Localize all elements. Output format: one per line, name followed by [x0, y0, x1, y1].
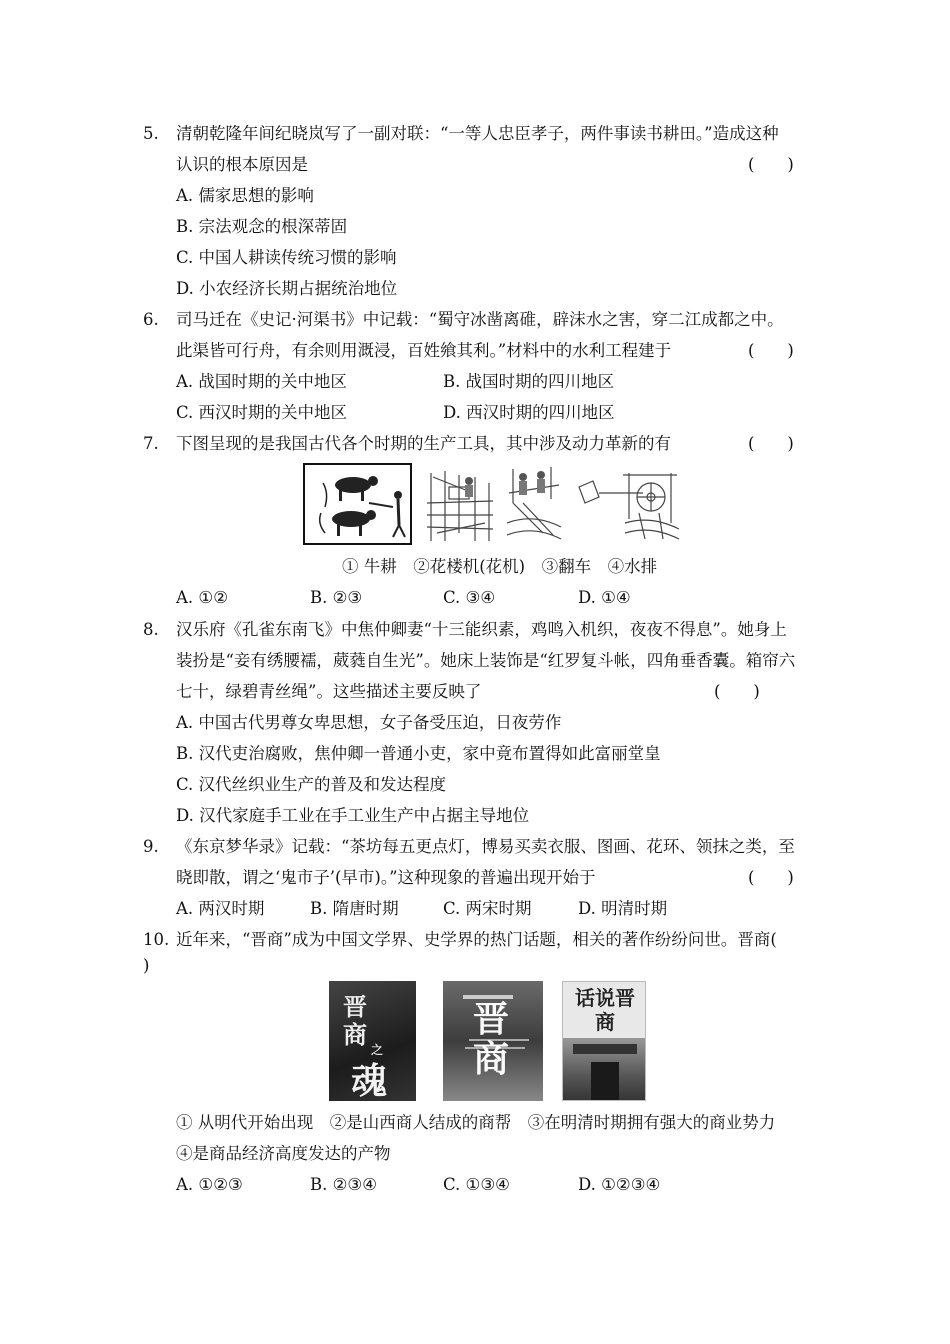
- q10-option-b: B. ②③④: [310, 1175, 377, 1194]
- q6-option-d: D. 西汉时期的四川地区: [443, 403, 615, 422]
- draw-loom-image: [425, 463, 495, 545]
- q10-option-a: A. ①②③: [176, 1175, 243, 1194]
- book1-title-char4: 魂: [351, 1060, 388, 1101]
- q5-number: 5.: [143, 124, 159, 143]
- q7-number: 7.: [143, 434, 159, 453]
- q9-stem-line2: 晓即散，谓之‘鬼市子’(早市)。”这种现象的普遍出现开始于: [176, 868, 596, 887]
- q6-answer-paren: ( ): [748, 341, 794, 360]
- q9-option-a: A. 两汉时期: [176, 899, 265, 918]
- q7-figure-caption: ① 牛耕 ②花楼机(花机) ③翻车 ④水排: [342, 557, 658, 576]
- q7-stem-line1: 下图呈现的是我国古代各个时期的生产工具，其中涉及动力革新的有: [176, 434, 671, 453]
- q8-stem-line3: 七十，绿碧青丝绳”。这些描述主要反映了: [176, 682, 482, 701]
- book-cover-1: [329, 981, 416, 1101]
- q5-option-a: A. 儒家思想的影响: [176, 186, 314, 205]
- q6-option-a: A. 战国时期的关中地区: [176, 372, 347, 391]
- q5-option-b: B. 宗法观念的根深蒂固: [176, 217, 348, 236]
- q7-option-b: B. ②③: [310, 588, 363, 607]
- book3-title: 话说晋商: [575, 986, 635, 1034]
- book1-title-char1: 晋: [343, 992, 367, 1021]
- q10-option-d: D. ①②③④: [578, 1175, 661, 1194]
- q7-option-a: A. ①②: [176, 588, 228, 607]
- q6-number: 6.: [143, 310, 159, 329]
- book-cover-3: [562, 981, 646, 1101]
- q6-stem-line1: 司马迁在《史记·河渠书》中记载：“蜀守冰凿离碓，辟沫水之害，穿二江成都之中。: [176, 310, 784, 329]
- q9-option-c: C. 两宋时期: [443, 899, 532, 918]
- book1-title-char2: 商: [343, 1020, 367, 1049]
- q10-statements-line2: ④是商品经济高度发达的产物: [176, 1144, 391, 1163]
- water-bellows-image: [573, 463, 683, 545]
- q6-option-b: B. 战国时期的四川地区: [443, 372, 615, 391]
- q8-stem-line2: 装扮是“妾有绣腰襦，葳蕤自生光”。她床上装饰是“红罗复斗帐，四角垂香囊。箱帘六: [176, 651, 796, 670]
- q9-option-b: B. 隋唐时期: [310, 899, 399, 918]
- q5-option-d: D. 小农经济长期占据统治地位: [176, 279, 398, 298]
- q9-number: 9.: [143, 837, 159, 856]
- q10-stem-line1: 近年来，“晋商”成为中国文学界、史学界的热门话题，相关的著作纷纷问世。晋商(: [176, 930, 777, 949]
- book-cover-2: [443, 981, 543, 1101]
- q10-option-c: C. ①③④: [443, 1175, 510, 1194]
- q8-option-b: B. 汉代吏治腐败，焦仲卿一普通小吏，家中竟布置得如此富丽堂皇: [176, 744, 661, 763]
- q7-option-d: D. ①④: [578, 588, 631, 607]
- q8-answer-paren: ( ): [714, 682, 760, 701]
- q5-stem-line2: 认识的根本原因是: [176, 155, 308, 174]
- book2-title: 晋商: [473, 998, 510, 1080]
- q10-stem-line2: ): [143, 956, 150, 975]
- square-pallet-pump-image: [503, 463, 565, 545]
- q8-option-d: D. 汉代家庭手工业在手工业生产中占据主导地位: [176, 806, 530, 825]
- q8-option-c: C. 汉代丝织业生产的普及和发达程度: [176, 775, 447, 794]
- q6-stem-line2: 此渠皆可行舟，有余则用溉浸，百姓飨其利。”材料中的水利工程建于: [176, 341, 672, 360]
- q8-option-a: A. 中国古代男尊女卑思想，女子备受压迫，日夜劳作: [176, 713, 562, 732]
- q10-number: 10.: [143, 930, 170, 949]
- book1-title-char3: 之: [371, 1043, 384, 1057]
- q5-answer-paren: ( ): [748, 155, 794, 174]
- q10-statements-line1: ① 从明代开始出现 ②是山西商人结成的商帮 ③在明清时期拥有强大的商业势力: [176, 1113, 776, 1132]
- q7-option-c: C. ③④: [443, 588, 496, 607]
- q9-stem-line1: 《东京梦华录》记载：“茶坊每五更点灯，博易买卖衣服、图画、花环、领抹之类，至: [176, 837, 795, 856]
- q5-option-c: C. 中国人耕读传统习惯的影响: [176, 248, 397, 267]
- q5-stem-line1: 清朝乾隆年间纪晓岚写了一副对联：“一等人忠臣孝子，两件事读书耕田。”造成这种: [176, 124, 779, 143]
- ox-plowing-image: [303, 463, 412, 545]
- q9-option-d: D. 明清时期: [578, 899, 668, 918]
- q7-answer-paren: ( ): [748, 434, 794, 453]
- q8-stem-line1: 汉乐府《孔雀东南飞》中焦仲卿妻“十三能织素，鸡鸣入机织，夜夜不得息”。她身上: [176, 620, 787, 639]
- q6-option-c: C. 西汉时期的关中地区: [176, 403, 348, 422]
- q8-number: 8.: [143, 620, 159, 639]
- q9-answer-paren: ( ): [748, 868, 794, 887]
